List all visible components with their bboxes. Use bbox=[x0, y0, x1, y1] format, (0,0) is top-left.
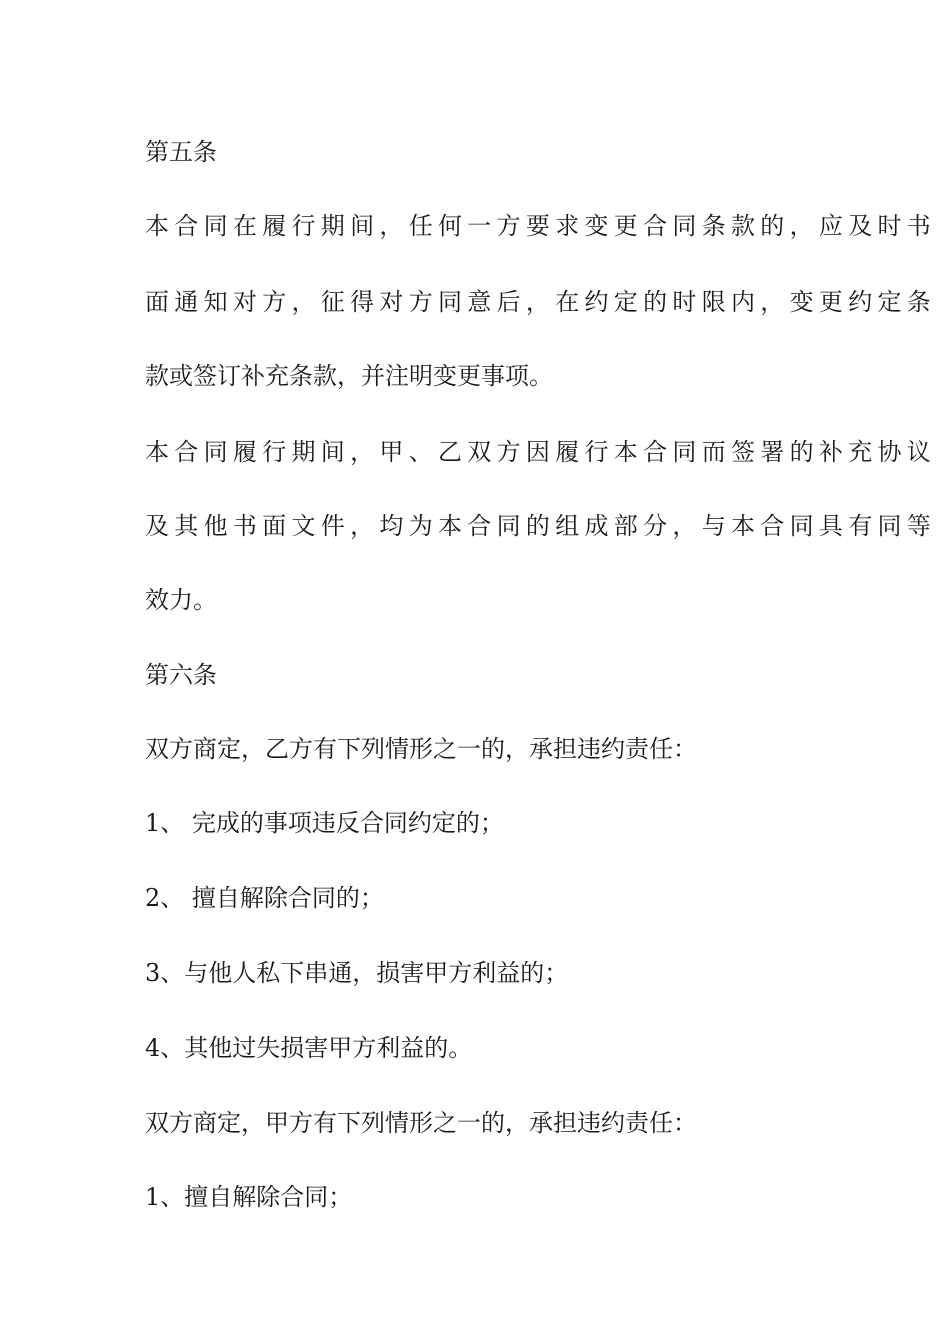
article-5-para-1-line-2: 面通知对方，征得对方同意后，在约定的时限内，变更约定条 bbox=[145, 288, 937, 316]
article-5-para-2-line-3: 效力。 bbox=[145, 586, 217, 614]
party-a-breach-intro: 双方商定，甲方有下列情形之一的，承担违约责任： bbox=[145, 1109, 697, 1137]
article-5-para-1-line-3: 款或签订补充条款，并注明变更事项。 bbox=[145, 362, 553, 390]
article-6-heading: 第六条 bbox=[145, 661, 217, 689]
article-5-para-1-line-1: 本合同在履行期间，任何一方要求变更合同条款的，应及时书 bbox=[145, 212, 937, 240]
article-5-heading: 第五条 bbox=[145, 138, 217, 166]
party-a-item-1: 1、擅自解除合同； bbox=[145, 1183, 353, 1211]
party-b-item-2: 2、 擅自解除合同的； bbox=[145, 884, 384, 912]
party-b-item-3: 3、与他人私下串通，损害甲方利益的； bbox=[145, 959, 569, 987]
article-5-para-2-line-1: 本合同履行期间，甲、乙双方因履行本合同而签署的补充协议 bbox=[145, 438, 937, 466]
party-b-item-4: 4、其他过失损害甲方利益的。 bbox=[145, 1034, 473, 1062]
party-b-item-1: 1、 完成的事项违反合同约定的； bbox=[145, 809, 504, 837]
party-b-breach-intro: 双方商定，乙方有下列情形之一的，承担违约责任： bbox=[145, 735, 697, 763]
article-5-para-2-line-2: 及其他书面文件，均为本合同的组成部分，与本合同具有同等 bbox=[145, 512, 937, 540]
